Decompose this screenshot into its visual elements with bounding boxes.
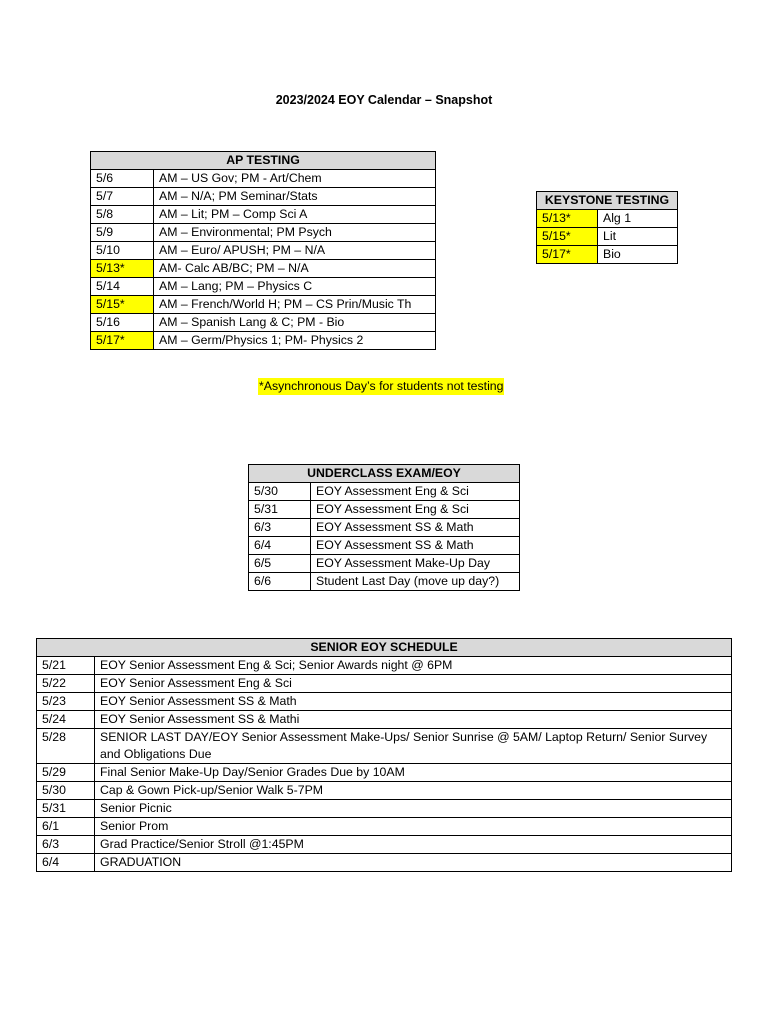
event-cell: AM – Environmental; PM Psych [154, 224, 436, 242]
table-row [537, 246, 678, 264]
event-cell: AM – Spanish Lang & C; PM - Bio [154, 314, 436, 332]
table-row [37, 711, 732, 729]
date-cell: 5/6 [91, 170, 154, 188]
table-row [91, 188, 436, 206]
table-row [37, 836, 732, 854]
date-cell: 6/6 [249, 573, 311, 591]
event-cell: AM – Lit; PM – Comp Sci A [154, 206, 436, 224]
date-cell: 6/4 [37, 854, 95, 872]
event-cell: Bio [598, 246, 678, 264]
date-cell: 5/14 [91, 278, 154, 296]
date-cell: 6/3 [37, 836, 95, 854]
date-cell: 5/15* [91, 296, 154, 314]
event-cell: EOY Senior Assessment SS & Math [95, 693, 732, 711]
date-cell: 6/4 [249, 537, 311, 555]
event-cell: EOY Assessment SS & Math [311, 537, 520, 555]
table-row [249, 555, 520, 573]
table-row [37, 675, 732, 693]
async-note: *Asynchronous Day’s for students not testing [259, 379, 504, 393]
table-row [91, 332, 436, 350]
event-cell: EOY Assessment Eng & Sci [311, 483, 520, 501]
date-cell: 5/28 [37, 729, 95, 764]
date-cell: 5/13* [91, 260, 154, 278]
event-cell: SENIOR LAST DAY/EOY Senior Assessment Make-Ups/ Senior Sunrise @ 5AM/ Laptop Return/ Senior Survey and Obligations Due [95, 729, 732, 764]
table-row [249, 537, 520, 555]
event-cell: AM – French/World H; PM – CS Prin/Music Th [154, 296, 436, 314]
table-row [91, 260, 436, 278]
date-cell: 5/31 [37, 800, 95, 818]
table-row [249, 573, 520, 591]
date-cell: 5/31 [249, 501, 311, 519]
senior-eoy-table [36, 638, 732, 872]
keystone-testing-table [536, 191, 678, 264]
table-row [37, 764, 732, 782]
date-cell: 5/16 [91, 314, 154, 332]
table-row [249, 519, 520, 537]
table-row [37, 782, 732, 800]
document-title: 2023/2024 EOY Calendar – Snapshot [275, 93, 493, 107]
table-row [91, 224, 436, 242]
table-row [249, 501, 520, 519]
event-cell: Grad Practice/Senior Stroll @1:45PM [95, 836, 732, 854]
table-row [37, 854, 732, 872]
event-cell: Student Last Day (move up day?) [311, 573, 520, 591]
event-cell: Lit [598, 228, 678, 246]
date-cell: 5/23 [37, 693, 95, 711]
date-cell: 5/30 [249, 483, 311, 501]
table-row [91, 206, 436, 224]
date-cell: 5/9 [91, 224, 154, 242]
event-cell: Alg 1 [598, 210, 678, 228]
ap-testing-table [90, 151, 436, 350]
underclass-exam-table [248, 464, 520, 591]
event-cell: Final Senior Make-Up Day/Senior Grades Due by 10AM [95, 764, 732, 782]
event-cell: AM – Euro/ APUSH; PM – N/A [154, 242, 436, 260]
event-cell: EOY Senior Assessment Eng & Sci; Senior Awards night @ 6PM [95, 657, 732, 675]
date-cell: 5/22 [37, 675, 95, 693]
event-cell: AM – N/A; PM Seminar/Stats [154, 188, 436, 206]
table-row [37, 800, 732, 818]
date-cell: 5/13* [537, 210, 598, 228]
event-cell: Cap & Gown Pick-up/Senior Walk 5-7PM [95, 782, 732, 800]
date-cell: 5/29 [37, 764, 95, 782]
table-row [91, 170, 436, 188]
event-cell: AM – US Gov; PM - Art/Chem [154, 170, 436, 188]
keystone-testing-header: KEYSTONE TESTING [537, 192, 678, 210]
table-row [91, 296, 436, 314]
underclass-exam-header: UNDERCLASS EXAM/EOY [249, 465, 520, 483]
date-cell: 5/8 [91, 206, 154, 224]
table-row [37, 818, 732, 836]
event-cell: AM- Calc AB/BC; PM – N/A [154, 260, 436, 278]
table-row [37, 693, 732, 711]
table-row [537, 228, 678, 246]
table-row [91, 242, 436, 260]
event-cell: EOY Senior Assessment SS & Mathi [95, 711, 732, 729]
table-row [37, 729, 732, 764]
date-cell: 5/24 [37, 711, 95, 729]
date-cell: 6/1 [37, 818, 95, 836]
date-cell: 5/17* [537, 246, 598, 264]
table-row [537, 210, 678, 228]
event-cell: EOY Assessment Eng & Sci [311, 501, 520, 519]
event-cell: Senior Picnic [95, 800, 732, 818]
event-cell: AM – Germ/Physics 1; PM- Physics 2 [154, 332, 436, 350]
table-row [91, 314, 436, 332]
date-cell: 5/15* [537, 228, 598, 246]
senior-eoy-header: SENIOR EOY SCHEDULE [37, 639, 732, 657]
date-cell: 5/30 [37, 782, 95, 800]
event-cell: Senior Prom [95, 818, 732, 836]
date-cell: 6/3 [249, 519, 311, 537]
event-cell: AM – Lang; PM – Physics C [154, 278, 436, 296]
date-cell: 5/7 [91, 188, 154, 206]
ap-testing-header: AP TESTING [91, 152, 436, 170]
table-row [91, 278, 436, 296]
event-cell: GRADUATION [95, 854, 732, 872]
date-cell: 5/17* [91, 332, 154, 350]
date-cell: 6/5 [249, 555, 311, 573]
event-cell: EOY Senior Assessment Eng & Sci [95, 675, 732, 693]
event-cell: EOY Assessment Make-Up Day [311, 555, 520, 573]
event-cell: EOY Assessment SS & Math [311, 519, 520, 537]
table-row [37, 657, 732, 675]
date-cell: 5/21 [37, 657, 95, 675]
date-cell: 5/10 [91, 242, 154, 260]
table-row [249, 483, 520, 501]
